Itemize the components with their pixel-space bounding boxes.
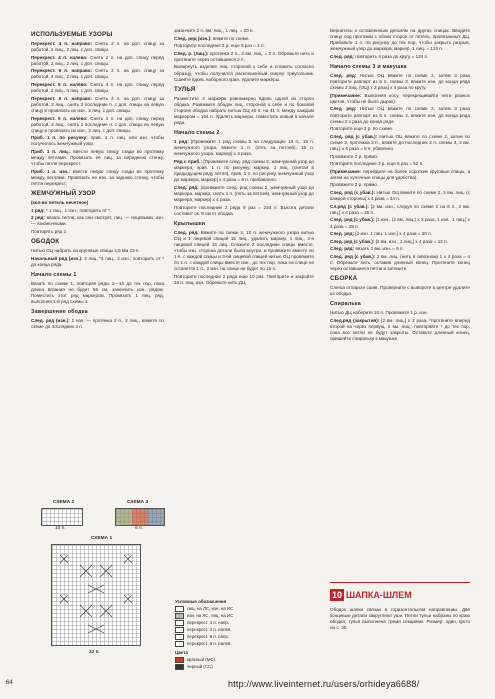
subheading-wings: Крылышки [174, 220, 206, 227]
spiral-instructions [330, 310, 470, 342]
crown-intro [174, 96, 314, 126]
subheading-scheme3: Начало схемы 3 и макушка [330, 63, 407, 70]
scheme2-grid [41, 508, 83, 526]
legend-title: Условные обозначения [175, 599, 227, 604]
legend-item: изн. на ЛС, лиц. на ИС [175, 612, 315, 619]
scheme1-width-label: 22 п. [89, 650, 100, 655]
scheme1-text: Вязать по схеме 1, повторяя ряды 1—16 до тех пор, пока длина вязания не будет 56 см, закончить изн. рядом. Поместить этот ряд маркером. Провязать 1 лиц. ряд, выполняя 1-й ряд схемы 1. [31, 280, 164, 305]
instruction-paragraph: След. р. (лиц.): протянка 2 п., 2 вм. лиц. = 2 п. Обрежьте нить и протяните через оставшиеся 2 п. [174, 50, 314, 62]
instruction-paragraph: 2 ряд: вязать петли, как они смотрят, лиц. — лицевыми, изн. — изнаночными. [31, 215, 165, 227]
wings-instructions [174, 230, 314, 286]
scheme3-grid [115, 508, 165, 526]
instruction-paragraph: Вывернуть изделие лиц. стороной к себе и сложить согласно образцу, чтобы получился расклешенный сверху треугольник. Сшейте вдоль наборного края. Удалите маркеры. [174, 64, 314, 82]
section-heading-rim: ОБОДОК [31, 238, 60, 246]
scheme2-instructions [174, 139, 314, 217]
instruction-paragraph: Нитью ДЦ наберите 24 п. Провяжите 1 р. изн. [330, 310, 428, 316]
subheading-scheme2: Начало схемы 2 [174, 130, 220, 137]
instruction-paragraph: След. ряд (с убав.): 2 вм. лиц. (нить в сквозном) 1 x 4 раза = 4 п. Обрежьте нить, оставив длинный конец. Протяните конец через оставшиеся петли и затяните. [330, 253, 470, 272]
knitting-charts [31, 500, 171, 670]
section-heading-patterns: ИСПОЛЬЗУЕМЫЕ УЗОРЫ [31, 31, 113, 38]
instruction-paragraph: Начальный ряд (изн.): 2 лиц. *2 лиц., 2 изн.; повторить от * до конца ряда. [31, 255, 164, 267]
page-number: 64 [6, 680, 13, 686]
subheading-rim-finish: Завершение ободка [31, 309, 88, 316]
scheme1-label: СХЕМА 1 [91, 536, 113, 541]
patterns-list [31, 41, 164, 187]
instruction-paragraph: Вернитесь к оставленным деталям на других спицах. Вводите спицу под протяжки с обоих сторон от петель, провязанных ДЦ. Прибавьте 1 п. по рисунку до тех пор, чтобы закрыть разрыв, жемчужный узор до маркера, маркер, 1 лиц. = 124 п. [330, 28, 470, 52]
instruction-paragraph: Нитью ОЦ набрать на круговые спицы 4,5 мм 22 п. [31, 248, 140, 254]
section-helmet-hat [330, 582, 470, 633]
instruction-paragraph: Повторите последние 2 ряда еще 10 раз. Повторите и закройте 16 п. лиц. изн. Обрежьте нить ДЦ. [174, 274, 314, 286]
instruction-paragraph: Сл.ряд (с убав.): [2 вм. изн., следуя по схеме 2 на 6 п., 2 вм. лиц.] x 4 раза = 36 п. [330, 203, 470, 215]
column-middle [174, 28, 314, 288]
instruction-paragraph: Повторите еще 2 р. по схеме. [330, 126, 394, 132]
section-heading-crown: ТУЛЬЯ [174, 85, 196, 93]
instruction-paragraph: Приб. 1 п. изн.: ввести левую спицу сзади во протяжку между петлями. Провязать ее изн. за заднюю стенку, чтобы петля перекрест. [31, 168, 164, 186]
legend-color-red: красный (МС) [175, 656, 315, 663]
instruction-paragraph: След. ряд: [провяжите след. ряд схемы 2, жемчужный узор до маркера, маркер, снять 1 п. (пять за петлей), жемчужный узор до маркера, маркер] x 4 раза. [174, 184, 315, 203]
instruction-paragraph: Приб. 1 п. по рисунку: прив. 1 п. лиц. или изн. чтобы получилось жемчужный узор. [31, 135, 164, 147]
scheme2-label: СХЕМА 2 [53, 500, 75, 505]
assembly-text [330, 285, 470, 297]
instruction-paragraph: Разместите 4 маркера равномерно вдоль одной из сторон ободка. Развяжите ободок лиц. стороной к себе и по боковой стороне ободка набрать нитью ОЦ 40 п. на 41 п. между каждым маркером = 164 п. Удалить маркеры, поместить новый в начале ряда. [174, 95, 314, 126]
subheading-spiral: Спиралька [330, 301, 361, 308]
section-number-badge: 10 [331, 589, 342, 600]
scheme1-grid [51, 544, 141, 646]
instruction-paragraph: 1 ряд: [Провяжите 1 ряд схемы 2 на следующие 10 п., 15 п. жемчужного узора, вяжите 1 п. (пять за петлей), 15 п. жемчужного узора, маркер] x 4 раза. [174, 139, 315, 157]
instruction-paragraph: Ряд с приб.: [Провяжите след. ряд схемы 2, жемчужный узор до маркера, прив. 1 п. по рисунку, маркер, 1 лиц. (снятая в предыдущем ряду петля), прив. 1 п. по рисунку, жемчужный узор до маркера, маркер] x 4 раза = 8 п. прибавлено. [174, 159, 314, 183]
scheme2-width-label: 10 п. [55, 526, 66, 531]
instruction-paragraph: След. ряд (с убав.): Нитью ОЦ вяжите по схеме 2, затем по схеме 3, протяжка 2 п., вяжите до последних 2 п. схемы 3, 2 вм. лиц.] x 4 раза = 8 п. убавлено. [330, 133, 470, 151]
scheme3-instructions [330, 73, 470, 272]
legend-item: перекрест. 4 п. налев. [175, 626, 315, 633]
rim-finish-text [31, 318, 164, 330]
instruction-paragraph: След. ряд: Вяжите по схеме 2, 10 п. жемчужного узора нитью ОЦ и 1 лицевой спицей 15 лиц., удалить маркер, 1 лиц., 2-я лицевой спицей 15 лиц. Сложите 2 последние спицы вместе, чтобы изн. сторона детали была внутри, и провяжите вместе по 1 п. с каждой спицы и 3-ей лицевой спицей нитью ОЦ провяжите по 1 п. с каждой спицы вместе изн., до тех пор, пока на спице не останется 1 п., 2 изн. на спице не будет по 15 п. [174, 229, 314, 272]
instruction-paragraph: 1 ряд: * 1 лиц., 1 изн.; повторить от *. [31, 207, 112, 213]
instruction-paragraph: Перекрест. 6 п. налево: Снять 4 п. на доп. спицу перед работой, 2 лиц., 4 лиц. с доп. спицы. [31, 82, 164, 94]
instruction-paragraph: След. ряд (изн.): 1 изн. — протянка 2 п., 2 лиц., вяжите по схеме до последних 3 п. [31, 318, 164, 330]
instruction-paragraph: След. ряд (изн.): вяжите по схеме. [174, 35, 250, 41]
instruction-paragraph: Провяжите 2 р. прямо. [330, 153, 379, 159]
legend-item: лиц. на ЛС, изн. на ИС [175, 605, 315, 612]
instruction-paragraph: Провяжите 2 р. прямо. [330, 182, 379, 188]
instruction-paragraph: След. ряд (с убав.): [1 изн., (2 вм. лиц.) x 3 раза, 1 изн., 1 лиц.] x 4 раза = 28 п. [330, 217, 470, 229]
instruction-paragraph: След.ряд (закрытия): [2 вм. лиц.] x 2 раза, *протяните вперед второй на через первую, 2 вм. лиц.; повторяйте * до тех пор, пока все петли не будут закрыты. Оставьте длинный конец, пришейте спиральку к макушке. [330, 317, 470, 342]
watermark-url: http://www.liveinternet.ru/users/orhideya6688/ [228, 679, 420, 689]
continued-instructions [330, 28, 470, 60]
instruction-paragraph: Повторите последние 3 р. еще 8 раз = 52 п. [330, 161, 424, 167]
pearl-instructions [31, 208, 164, 235]
continued-text: закончите 2 п. вм. лиц., 1 лиц. = 20 п. [174, 28, 254, 33]
instruction-paragraph: Повторите последние 2 р. еще 8 раз = 4 п. [174, 43, 265, 49]
instruction-paragraph: Перекрест. 4 п. налево: Снять 2 п. на доп. спицу перед работой, 2 лиц., 2 лиц. с доп. спицы. [31, 54, 164, 66]
scheme3-width-label: 6 п. [135, 526, 143, 531]
section-title: ШАПКА-ШЛЕМ [346, 589, 412, 600]
column-left [31, 28, 164, 332]
instruction-paragraph: (Примечание: перейдите на более короткие круговые спицы, а затем на чулочные спицы для удобства). [330, 168, 470, 180]
scheme3-colors [116, 509, 164, 525]
legend-color-black: черный (CC) [175, 663, 315, 670]
instruction-paragraph: Повторять ряд 2. [31, 228, 68, 234]
legend-item: перекрест. 6 п. налев. [175, 640, 315, 647]
legend-item: перекрест. 6 п. напр. [175, 633, 315, 640]
scheme1-cables [52, 545, 140, 645]
instruction-paragraph: Перекрест. 6 п. направо: Снять 4 п. на доп. спицу за работой, 2 лиц., снять 2 последние п. с доп. спицы на левую спицу и провязать их изн., 2 лиц. с доп. спицы. [31, 95, 165, 113]
section-heading-assembly: СБОРКА [330, 275, 358, 283]
instruction-paragraph: (Примечание: Выполняя косу, перекрещивайте нити разных цветов, чтобы не было дырок). [330, 92, 470, 104]
instruction-paragraph: След. ряд (с убав.): Нитью ОЦ вяжите по схеме 2, 3 вм. лиц. (с каждой стороны) x 4 раза = 44 п. [330, 190, 470, 202]
section-heading-pearl: ЖЕМЧУЖНЫЙ УЗОР [31, 190, 96, 198]
instruction-paragraph: Слегка отпарьте сшив. Проверните с вывороте в центре удалите из ободка. [330, 285, 470, 297]
instruction-paragraph: След. ряд: Нитью ОЦ вяжите по схеме 2, затем 3 раза повторите раппорт из 6 п. схемы 3, вяжите изн. до конца ряда схемы 3 лиц. (ОЦ) x 3 раза] x 4 раза по кругу. [330, 72, 470, 91]
rim-instructions [31, 248, 164, 268]
instruction-paragraph: След. ряд: повторить 4 раза до кругу = 124 п. [330, 53, 429, 59]
chart-legend [175, 598, 315, 670]
instruction-paragraph: Перекрест. 4 п. направо: Снять 2 п. на доп. спицу за работой, 2 лиц., 2 лиц. с доп. спицы. [31, 41, 165, 53]
section-intro: Ободок шапки связан в горизонтальном направлении. Две концевые детали закругляют уши. Петли тульи набраны по краю ободка, тулья выполнена тремя секциями. Размер: один, фото на с. 30. [330, 607, 470, 631]
rim-end-instructions [174, 36, 314, 83]
pearl-subtitle: (кол-во петель нечетное) [31, 200, 89, 206]
column-right [330, 28, 470, 344]
instruction-paragraph: Перекрест. 6 п. налево: Снять 4 п. на доп. спицу перед работой, 2 лиц., снять 2 последние п. с доп. спицы на левую спицу и провязать их изн., 2 лиц. с доп. спицы. [31, 115, 164, 133]
instruction-paragraph: След. ряд: вязать 2 вм. изн. = 6 п. [330, 246, 404, 252]
instruction-paragraph: След. ряд (с убав.): [2 вм. изн., 1 лиц.] x 4 раза = 12 п. [330, 238, 448, 244]
legend-colors-title: Цвета [175, 650, 188, 655]
instruction-paragraph: Повторите последние 2 ряда 9 раз = 244 п. Высота детали составит ок. 9 см от ободка. [174, 204, 314, 216]
scheme3-label: СХЕМА 3 [127, 500, 149, 505]
instruction-paragraph: След. ряд: Нитью ОЦ вяжите по схеме 2, затем 3 раза повторите раппорт из 6 п. схемы 3, вяжите изн. до конца ряда схемы 2 x раза до конца ряда. [330, 106, 470, 124]
legend-item: перекрест. 4 п. напр. [175, 619, 315, 626]
subheading-scheme1: Начало схемы 1 [31, 271, 77, 278]
instruction-paragraph: Перекрест. 6 п. направо: Снять 2 п. на доп. спицу за работой, 4 лиц., 2 лиц. с доп. спицы. [31, 68, 165, 80]
instruction-paragraph: Приб. 1 п. лиц.: ввести левую спицу сзади во протяжку между петлями. Провязать ее лиц. за переднюю стенку, чтобы петля перекрест. [31, 149, 164, 167]
instruction-paragraph: След. ряд: [2 изн. 1 лиц. 1 изн.] x 4 раза = 20 п. [330, 231, 432, 237]
